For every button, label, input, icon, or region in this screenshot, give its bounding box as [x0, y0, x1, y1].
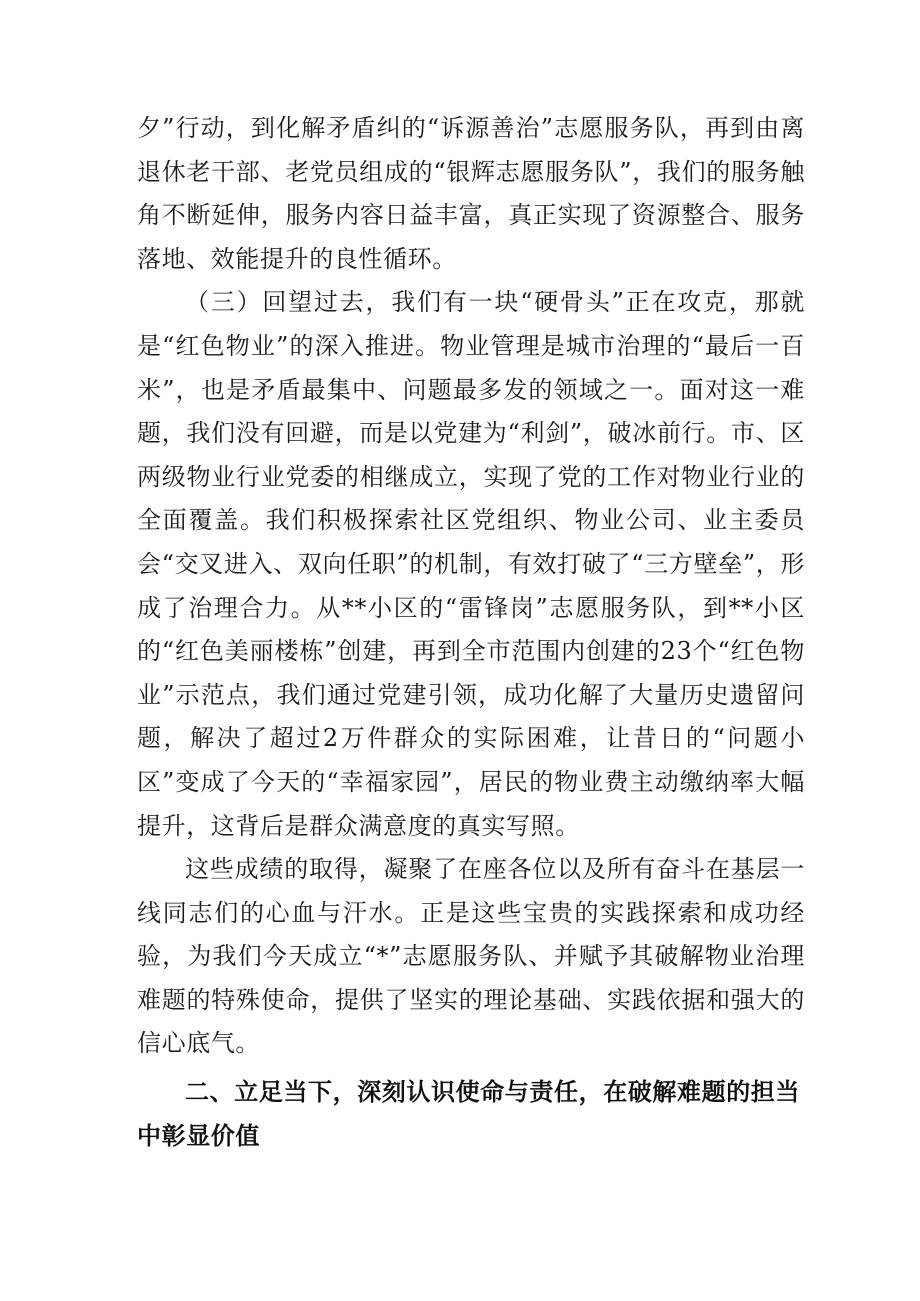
paragraph-red-property: （三）回望过去，我们有一块“硬骨头”正在攻克，那就是“红色物业”的深入推进。物业管理是城市治理的“最后一百米”，也是矛盾最集中、问题最多发的领域之一。面对这一难题，我们没有回避，而是以党建为“利剑”，破冰前行。市、区两级物业行业党委的相继成立，实现了党的工作对物业行业的全面覆盖。我们积极探索社区党组织、物业公司、业主委员会“交叉进入、双向任职”的机制，有效打破了“三方壁垒”，形成了治理合力。从**小区的“雷锋岗”志愿服务队，到**小区的“红色美丽楼栋”创建，再到全市范围内创建的23个“红色物业”示范点，我们通过党建引领，成功化解了大量历史遗留问题，解决了超过2万件群众的实际困难，让昔日的“问题小区”变成了今天的“幸福家园”，居民的物业费主动缴纳率大幅提升，这背后是群众满意度的真实写照。 [137, 288, 805, 840]
section-heading: 二、立足当下，深刻认识使命与责任，在破解难题的担当中彰显价值 [137, 1078, 800, 1151]
document-body [137, 107, 805, 1158]
paragraph-continuation: 夕”行动，到化解矛盾纠的“诉源善治”志愿服务队，再到由离退休老干部、老党员组成的“银辉志愿服务队”，我们的服务触角不断延伸，服务内容日益丰富，真正实现了资源整合、服务落地、效能提升的良性循环。 [137, 114, 805, 273]
paragraph-achievements: 这些成绩的取得，凝聚了在座各位以及所有奋斗在基层一线同志们的心血与汗水。正是这些宝贵的实践探索和成功经验，为我们今天成立“*”志愿服务队、并赋予其破解物业治理难题的特殊使命，提供了坚实的理论基础、实践依据和强大的信心底气。 [137, 855, 805, 1058]
